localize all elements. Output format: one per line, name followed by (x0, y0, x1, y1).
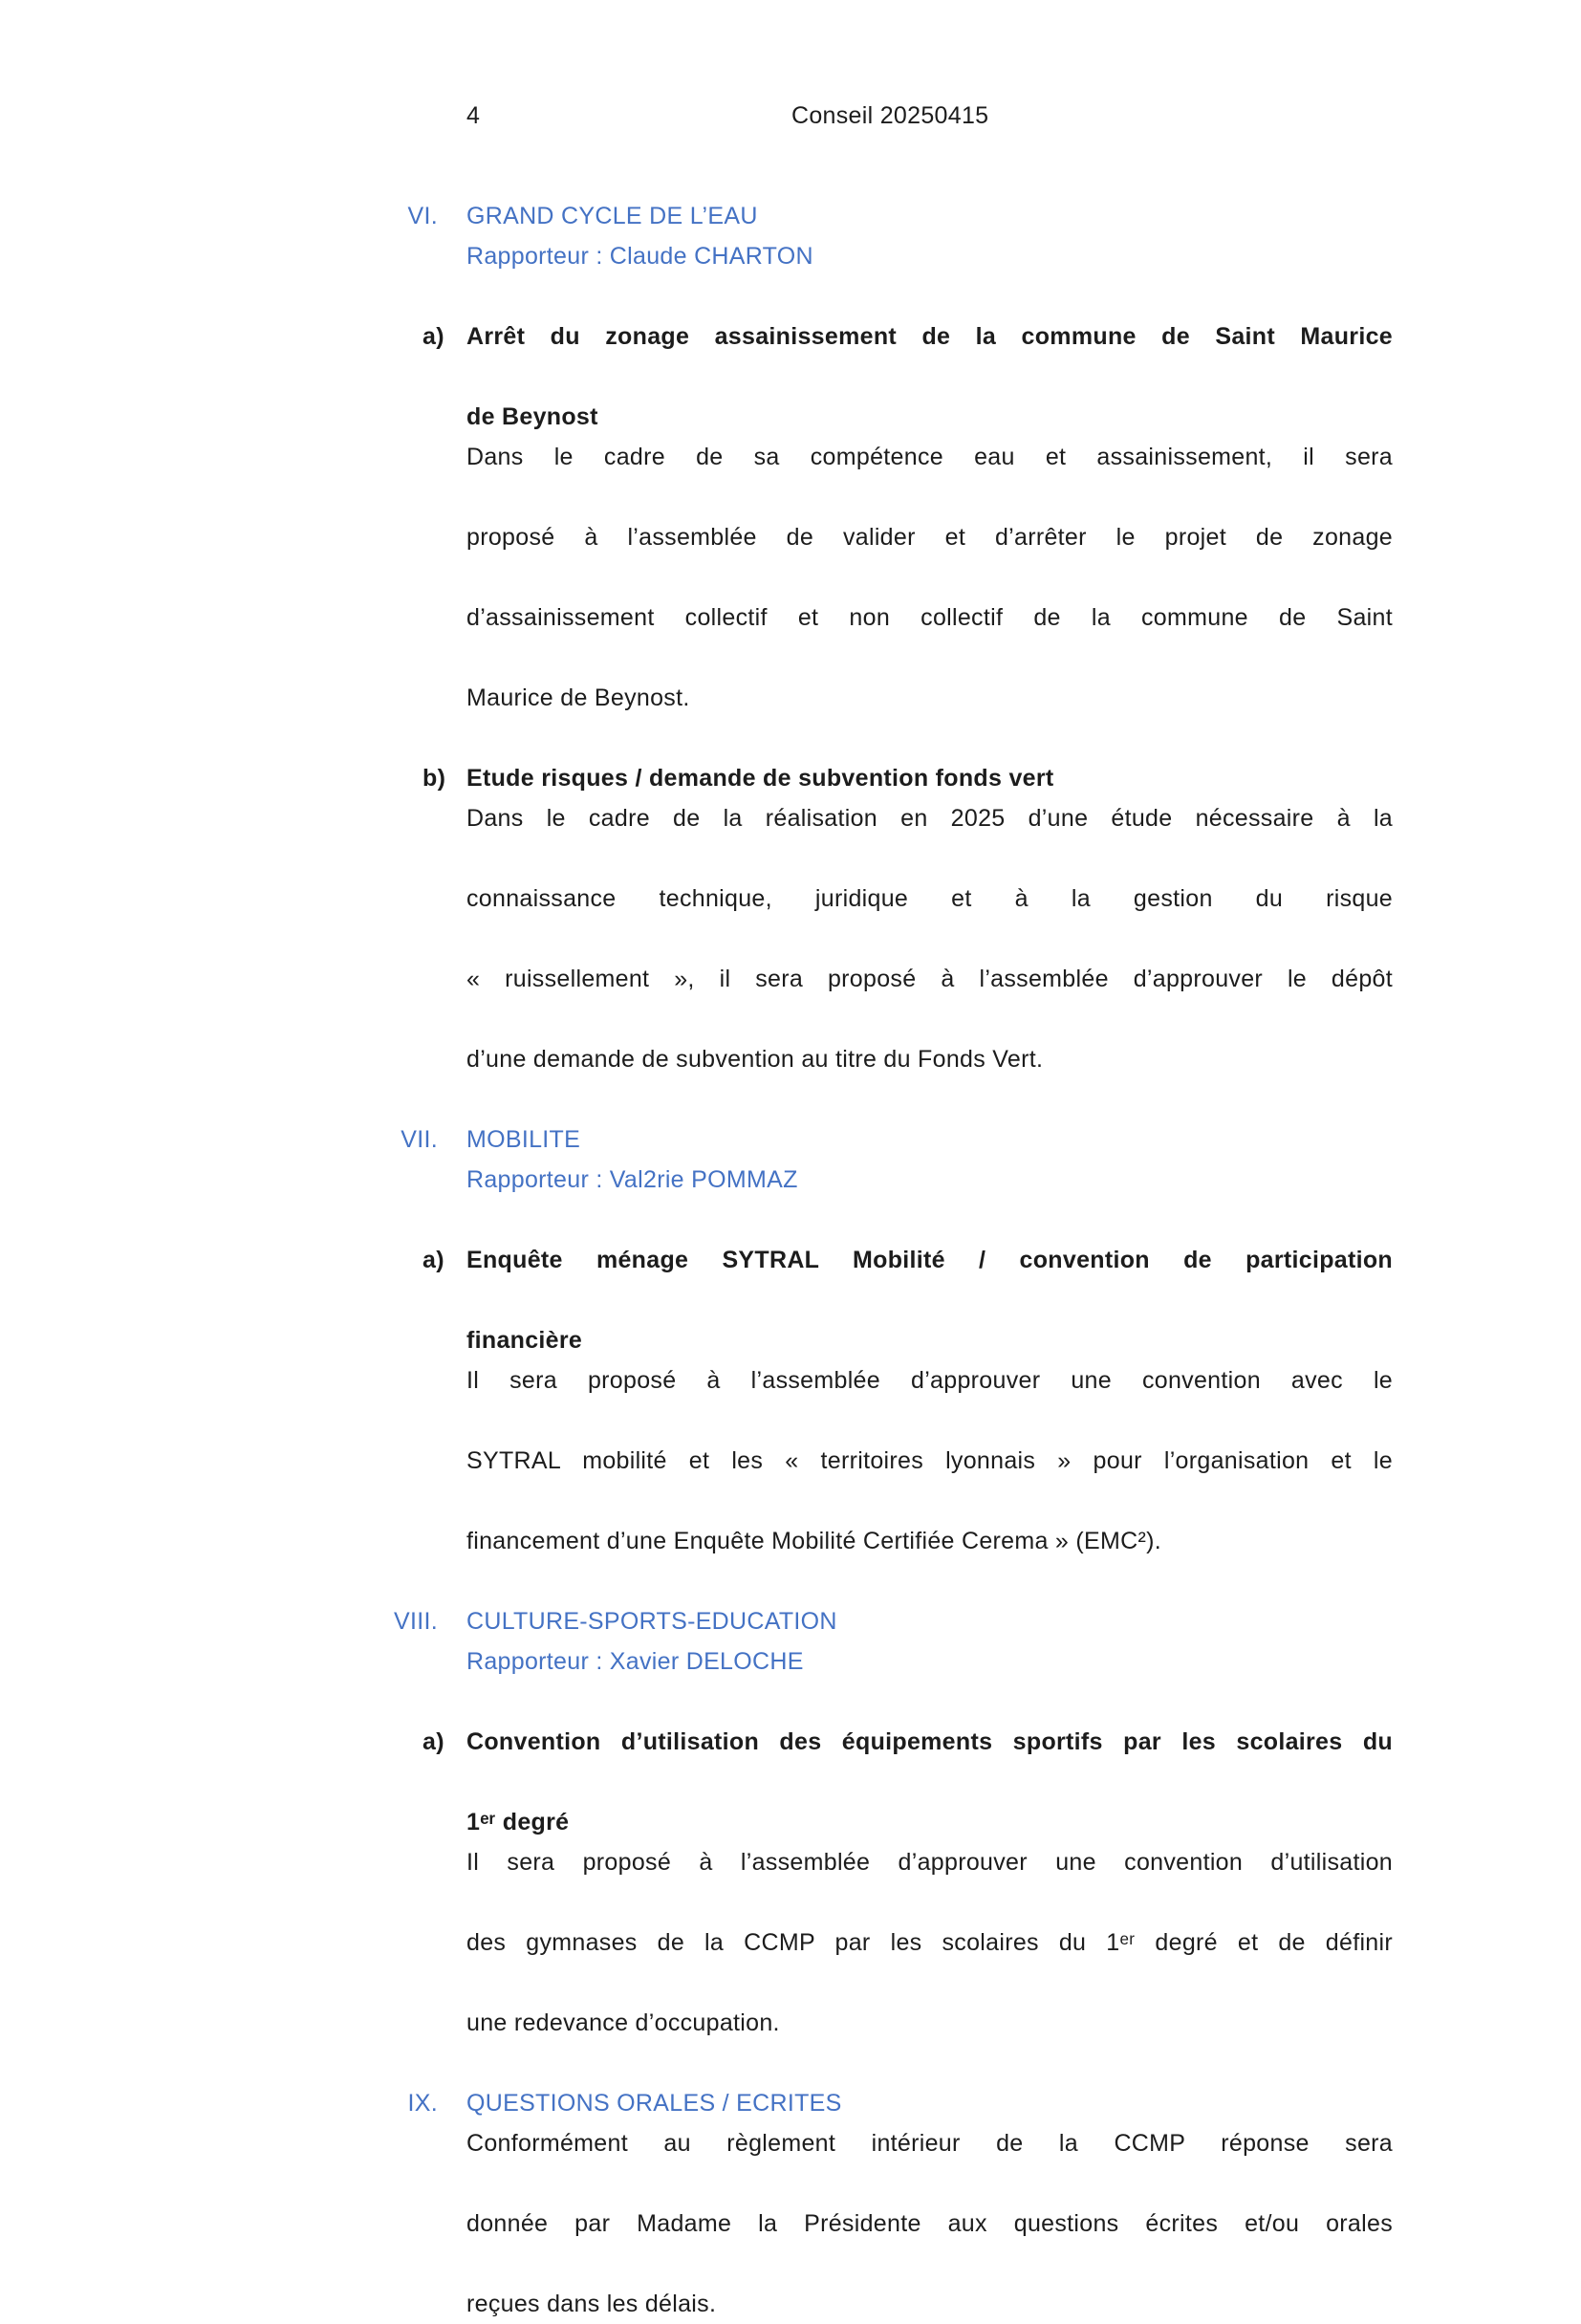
item-marker: b) (422, 765, 446, 792)
section-body-line: reçues dans les délais. (466, 2291, 717, 2317)
item-body-line: Maurice de Beynost. (466, 684, 690, 711)
item-body-line: Dans le cadre de sa compétence eau et assainissement, il sera (466, 444, 1393, 470)
agenda-item (0, 316, 1581, 718)
section-numeral: VII. (401, 1126, 438, 1153)
section-vii (0, 1119, 1581, 1561)
item-body-line: connaissance technique, juridique et à la gestion du risque (466, 885, 1393, 912)
section-title: GRAND CYCLE DE L’EAU (466, 203, 758, 229)
item-body-line: une redevance d’occupation. (466, 2009, 780, 2036)
agenda-item (0, 1722, 1581, 2043)
item-text (466, 1722, 1393, 2043)
page-header (0, 96, 1581, 136)
section-numeral: VIII. (394, 1608, 438, 1635)
item-text (466, 316, 1393, 718)
item-body-line: des gymnases de la CCMP par les scolaires du 1ᵉʳ degré et de définir (466, 1929, 1393, 1956)
item-body-line: SYTRAL mobilité et les « territoires lyonnais » pour l’organisation et le (466, 1447, 1393, 1474)
item-title-line: Arrêt du zonage assainissement de la commune de Saint Maurice (466, 323, 1393, 350)
item-title-line: Etude risques / demande de subvention fonds vert (466, 765, 1054, 792)
page-number: 4 (466, 102, 481, 129)
item-title-line: Convention d’utilisation des équipements sportifs par les scolaires du (466, 1728, 1393, 1755)
item-text (466, 1240, 1393, 1561)
item-body-line: Dans le cadre de la réalisation en 2025 d’une étude nécessaire à la (466, 805, 1393, 832)
section-heading (0, 1119, 1581, 1200)
item-body-line: Il sera proposé à l’assemblée d’approuver une convention avec le (466, 1367, 1393, 1394)
section-heading (0, 1601, 1581, 1682)
item-body-line: Il sera proposé à l’assemblée d’approuver une convention d’utilisation (466, 1849, 1393, 1876)
section-viii (0, 1601, 1581, 2043)
section-body-line: Conformément au règlement intérieur de la CCMP réponse sera (466, 2130, 1393, 2157)
item-text (466, 758, 1393, 1079)
rapporteur-line: Rapporteur : Claude CHARTON (466, 243, 813, 270)
item-title-line: financière (466, 1327, 583, 1354)
rapporteur-line: Rapporteur : Xavier DELOCHE (466, 1648, 804, 1675)
item-body-line: « ruissellement », il sera proposé à l’assemblée d’approuver le dépôt (466, 966, 1393, 992)
rapporteur-line: Rapporteur : Val2rie POMMAZ (466, 1166, 798, 1193)
agenda-item (0, 758, 1581, 1079)
section-title: MOBILITE (466, 1126, 581, 1153)
section-title: QUESTIONS ORALES / ECRITES (466, 2090, 842, 2117)
section-vi (0, 196, 1581, 1079)
item-marker: a) (422, 1728, 444, 1755)
item-marker: a) (422, 1247, 444, 1273)
section-heading-text (466, 1119, 1393, 1200)
section-heading (0, 2083, 1581, 2324)
section-heading-text (466, 2083, 1393, 2324)
section-ix (0, 2083, 1581, 2324)
item-marker: a) (422, 323, 444, 350)
section-numeral: VI. (407, 203, 438, 229)
item-title-line: de Beynost (466, 403, 598, 430)
item-body-line: financement d’une Enquête Mobilité Certifiée Cerema » (EMC²). (466, 1528, 1161, 1554)
section-heading-text (466, 1601, 1393, 1682)
section-heading-text (466, 196, 1393, 276)
section-body-line: donnée par Madame la Présidente aux questions écrites et/ou orales (466, 2210, 1393, 2237)
item-title-line: Enquête ménage SYTRAL Mobilité / convention de participation (466, 1247, 1393, 1273)
section-title: CULTURE-SPORTS-EDUCATION (466, 1608, 837, 1635)
item-body-line: proposé à l’assemblée de valider et d’arrêter le projet de zonage (466, 524, 1393, 551)
section-numeral: IX. (407, 2090, 438, 2117)
document-body (0, 196, 1581, 2324)
item-body-line: d’une demande de subvention au titre du Fonds Vert. (466, 1046, 1044, 1073)
header-document-ref: Conseil 20250415 (791, 102, 989, 129)
section-heading (0, 196, 1581, 276)
item-title-line: 1ᵉʳ degré (466, 1809, 570, 1835)
agenda-item (0, 1240, 1581, 1561)
item-body-line: d’assainissement collectif et non collectif de la commune de Saint (466, 604, 1393, 631)
